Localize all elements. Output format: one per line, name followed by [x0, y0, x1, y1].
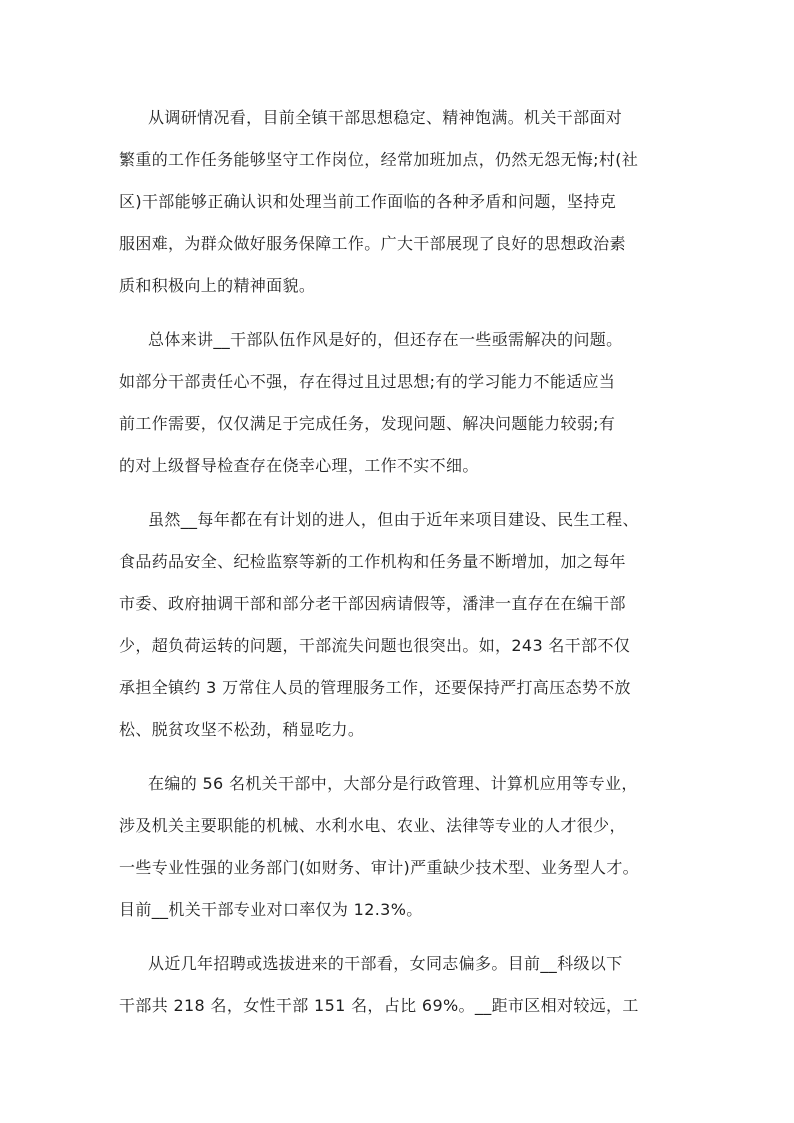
- text-line: 食品药品安全、纪检监察等新的工作机构和任务量不断增加，加之每年: [119, 552, 626, 571]
- text-line: 一些专业性强的业务部门(如财务、审计)严重缺少技术型、业务型人才。: [119, 858, 640, 877]
- text-line: 松、脱贫攻坚不松劲，稍显吃力。: [119, 720, 365, 739]
- paragraph-3: [119, 499, 675, 751]
- text-line: 区)干部能够正确认识和处理当前工作面临的各种矛盾和问题，坚持克: [119, 192, 617, 211]
- text-line: 繁重的工作任务能够坚守工作岗位，经常加班加点，仍然无怨无悔;村(社: [119, 150, 639, 169]
- text-line: 少，超负荷运转的问题，干部流失问题也很突出。如，243 名干部不仅: [119, 636, 631, 655]
- text-line: 从调研情况看，目前全镇干部思想稳定、精神饱满。机关干部面对: [148, 108, 623, 127]
- text-line: 如部分干部责任心不强，存在得过且过思想;有的学习能力不能适应当: [119, 372, 616, 391]
- text-line: 质和积极向上的精神面貌。: [119, 276, 316, 295]
- paragraph-1: [119, 97, 675, 307]
- paragraph-5: [119, 943, 675, 1027]
- document-page: [119, 97, 675, 1027]
- text-line: 在编的 56 名机关干部中，大部分是行政管理、计算机应用等专业，: [148, 774, 638, 793]
- text-line: 服困难，为群众做好服务保障工作。广大干部展现了良好的思想政治素: [119, 234, 626, 253]
- text-line: 前工作需要，仅仅满足于完成任务，发现问题、解决问题能力较弱;有: [119, 414, 616, 433]
- text-line: 目前__机关干部专业对口率仅为 12.3%。: [119, 900, 423, 919]
- text-line: 从近几年招聘或选拔进来的干部看，女同志偏多。目前__科级以下: [148, 954, 623, 973]
- paragraph-4: [119, 763, 675, 931]
- paragraph-2: [119, 319, 675, 487]
- text-line: 市委、政府抽调干部和部分老干部因病请假等，潘津一直存在在编干部: [119, 594, 626, 613]
- text-line: 虽然__每年都在有计划的进人，但由于近年来项目建设、民生工程、: [148, 510, 639, 529]
- text-line: 承担全镇约 3 万常住人员的管理服务工作，还要保持严打高压态势不放: [119, 678, 631, 697]
- text-line: 的对上级督导检查存在侥幸心理，工作不实不细。: [119, 456, 479, 475]
- text-line: 涉及机关主要职能的机械、水利水电、农业、法律等专业的人才很少，: [119, 816, 626, 835]
- text-line: 干部共 218 名，女性干部 151 名，占比 69%。__距市区相对较远，工: [119, 996, 639, 1015]
- text-line: 总体来讲__干部队伍作风是好的，但还存在一些亟需解决的问题。: [148, 330, 623, 349]
